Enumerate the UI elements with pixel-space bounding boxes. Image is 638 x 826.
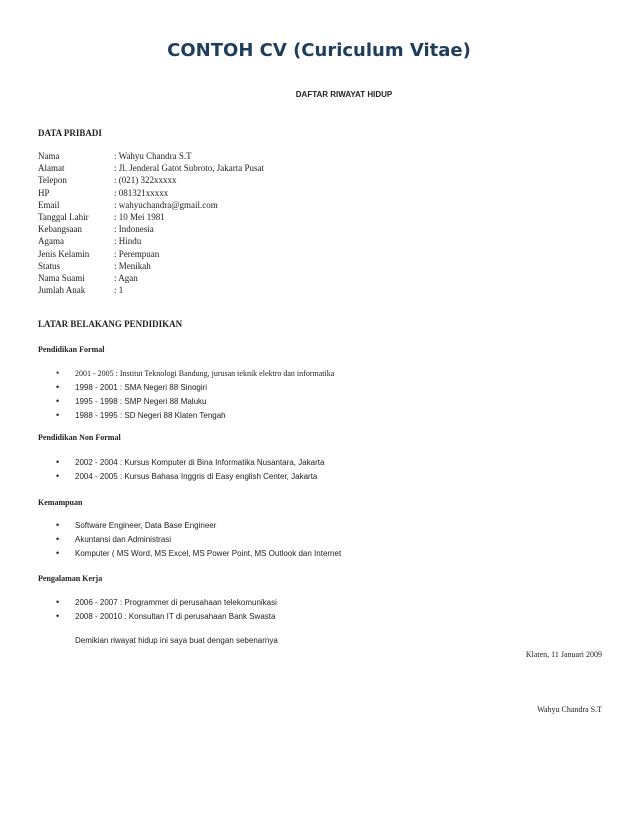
list-item-text: 2004 - 2005 : Kursus Bahasa Inggris di Easy english Center, Jakarta [75, 472, 318, 481]
bullet-icon: • [56, 520, 60, 530]
bullet-icon: • [56, 368, 60, 378]
personal-data-value: : Menikah [114, 260, 151, 271]
list-item [56, 408, 334, 422]
list-item [56, 469, 324, 483]
personal-data-row [38, 272, 138, 284]
personal-data-value: : Indonesia [114, 224, 154, 235]
personal-data-label: Agama [38, 236, 64, 247]
section-heading-pengalaman: Pengalaman Kerja [38, 574, 103, 583]
personal-data-label: Jumlah Anak [38, 285, 86, 296]
bullet-icon: • [56, 471, 60, 481]
personal-data-row [38, 248, 159, 260]
personal-data-label: Telepon [38, 175, 67, 186]
list-item-text: 2002 - 2004 : Kursus Komputer di Bina Informatika Nusantara, Jakarta [75, 458, 325, 467]
list-item-text: 1988 - 1995 : SD Negeri 88 Klaten Tengah [75, 411, 226, 420]
list-item-text: 2008 - 20010 : Konsultan IT di perusahaan Bank Swasta [75, 612, 276, 621]
personal-data-value: : 10 Mei 1981 [114, 212, 165, 222]
subheading-pendidikan-formal: Pendidikan Formal [38, 345, 105, 354]
personal-data-label: Alamat [38, 163, 65, 174]
list-item-text: Akuntansi dan Administrasi [75, 535, 172, 544]
list-item-text: Komputer ( MS Word, MS Excel, MS Power Point, MS Outlook dan Internet [75, 549, 342, 558]
personal-data-row [38, 223, 154, 235]
list-item [56, 518, 341, 532]
personal-data-label: Email [38, 199, 60, 210]
bullet-icon: • [56, 382, 60, 392]
closing-date: Klaten, 11 Januari 2009 [525, 650, 602, 659]
personal-data-label: Nama Suami [38, 273, 85, 283]
personal-data-row [38, 211, 165, 223]
personal-data-row [38, 162, 264, 174]
personal-data-label: HP [38, 187, 50, 198]
personal-data-value: : Agan [114, 273, 138, 283]
list-item [56, 595, 277, 609]
personal-data-label: Tanggal Lahir [38, 212, 89, 222]
bullet-icon: • [56, 597, 60, 607]
list-item [56, 609, 277, 623]
closing-note: Demikian riwayat hidup ini saya buat dengan sebenarnya [75, 636, 278, 645]
personal-data-row [38, 199, 218, 211]
personal-data-row [38, 174, 177, 186]
bullet-icon: • [56, 611, 60, 621]
skills-list [56, 518, 341, 560]
subheading-pendidikan-non-formal: Pendidikan Non Formal [38, 433, 121, 442]
page-subtitle: DAFTAR RIWAYAT HIDUP [295, 90, 393, 99]
list-item-text: 1995 - 1998 : SMP Negeri 88 Maluku [75, 397, 207, 406]
list-item-text: 2006 - 2007 : Programmer di perusahaan telekomunikasi [75, 598, 277, 607]
personal-data-value: : Perempuan [114, 248, 160, 259]
bullet-icon: • [56, 396, 60, 406]
section-heading-data-pribadi: DATA PRIBADI [38, 128, 102, 138]
personal-data-label: Kebangsaan [38, 224, 82, 235]
section-heading-kemampuan: Kemampuan [38, 498, 83, 507]
list-item [56, 380, 334, 394]
bullet-icon: • [56, 457, 60, 467]
personal-data-value: : 081321xxxxx [114, 187, 169, 198]
list-item [56, 532, 341, 546]
list-item [56, 394, 334, 408]
personal-data-value: : 1 [114, 285, 124, 296]
personal-data-row [38, 150, 192, 162]
personal-data-row [38, 284, 123, 296]
personal-data-value: : (021) 322xxxxx [114, 175, 177, 186]
list-item-text: 1998 - 2001 : SMA Negeri 88 Sinogiri [75, 383, 208, 392]
section-heading-pendidikan: LATAR BELAKANG PENDIDIKAN [38, 319, 183, 329]
personal-data-value: : Hindu [114, 236, 142, 247]
list-item [56, 455, 324, 469]
bullet-icon: • [56, 410, 60, 420]
personal-data-label: Nama [38, 151, 60, 161]
personal-data-row [38, 260, 151, 272]
personal-data-row [38, 187, 168, 199]
personal-data-value: : wahyuchandra@gmail.com [114, 199, 218, 210]
list-item [56, 546, 341, 560]
formal-education-list [56, 366, 334, 422]
personal-data-value: : Wahyu Chandra S.T [114, 151, 192, 161]
signature-name: Wahyu Chandra S.T [537, 705, 602, 714]
list-item-text: Software Engineer, Data Base Engineer [75, 521, 217, 530]
personal-data-label: Status [38, 260, 61, 271]
work-experience-list [56, 595, 277, 623]
bullet-icon: • [56, 548, 60, 558]
personal-data-value: : Jl. Jenderal Gatot Subroto, Jakarta Pusat [114, 163, 264, 174]
list-item [56, 366, 334, 380]
bullet-icon: • [56, 534, 60, 544]
page-title: CONTOH CV (Curiculum Vitae) [167, 40, 471, 61]
non-formal-education-list [56, 455, 324, 483]
personal-data-label: Jenis Kelamin [38, 248, 90, 259]
personal-data-row [38, 235, 141, 247]
list-item-text: 2001 - 2005 : Institut Teknologi Bandung, jurusan teknik elektro dan informatika [75, 369, 335, 378]
